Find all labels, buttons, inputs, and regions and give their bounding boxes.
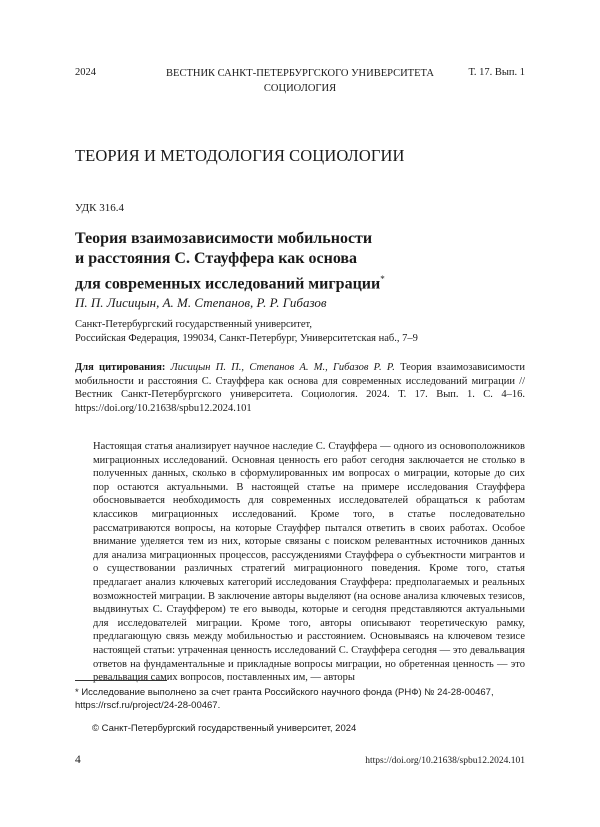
- udc-code: УДК 316.4: [75, 202, 125, 214]
- citation-label: Для цитирования:: [75, 362, 166, 373]
- citation-text: Теория взаимозависимости мобильности и расстояния С. Стауффера как основа для современных исследований миграции // Вестник Санкт-Петербургского университета. Социология. 2024. Т. 17. Вып. 1. С. 4–16. https://doi.org/10.21638/spbu12.2024.101: [75, 362, 525, 414]
- copyright: © Санкт-Петербургский государственный университет, 2024: [92, 723, 357, 734]
- journal-name-line2: СОЦИОЛОГИЯ: [263, 83, 337, 94]
- title-line-2: и расстояния С. Стауффера как основа: [75, 250, 358, 267]
- affiliation-line-2: Российская Федерация, 199034, Санкт-Петербург, Университетская наб., 7–9: [75, 332, 418, 344]
- page-number: 4: [75, 754, 81, 766]
- footnote: * Исследование выполнено за счет гранта Российского научного фонда (РНФ) № 24-28-00467, https://rscf.ru/project/24-28-00467.: [75, 687, 494, 711]
- abstract: Настоящая статья анализирует научное наследие С. Стауффера — одного из основоположников миграционных исследований. Основная ценность его работ сегодня заключается не столько в полученных данных, сколько в сформулированных им вопросах о миграции, которые до сих пор остаются актуальными. В настоящей статье на примере исследования Стауффера обосновывается необходимость для современных исследователей обращаться к работам классиков миграционных исследований. Кроме того, в статье последовательно рассматриваются вопросы, на которые Стауффер пытался ответить в своих работах. Особое внимание уделяется тем из них, которые связаны с поиском релевантных источников данных для анализа миграционных процессов, рассуждениями Стауффера о субъектности мигрантов и о существовании различных стратегий миграционного поведения. Кроме того, статья предлагает анализ ключевых категорий исследования Стауффера: предполагаемых и реальных возможностей миграции. В заключение авторы выделяют (на основе анализа ключевых тезисов, выдвинутых С. Стауффером) те его выводы, которые и сегодня представляются актуальными для исследователей миграции. Кроме того, авторы описывают теоретическую рамку, предлагающую связь между мобильностью и расстоянием. Основываясь на ключевом тезисе настоящей статьи: утраченная ценность исследований С. Стауффера сегодня — это девальвация ответов на фундаментальные и прикладные вопросы миграции, но обретенная ценность — это ревальвация самих вопросов, поставленных им, — авторы: [93, 441, 525, 684]
- footnote-marker: *: [380, 274, 385, 284]
- section-title: ТЕОРИЯ И МЕТОДОЛОГИЯ СОЦИОЛОГИИ: [75, 146, 405, 165]
- header-volume: Т. 17. Вып. 1: [468, 67, 525, 78]
- authors: П. П. Лисицын, А. М. Степанов, Р. Р. Гибазов: [75, 295, 327, 310]
- journal-name: [150, 66, 450, 96]
- header-year: 2024: [75, 67, 96, 78]
- citation-authors: Лисицын П. П., Степанов А. М., Гибазов Р. Р.: [170, 362, 395, 373]
- footer-doi-link[interactable]: https://doi.org/10.21638/spbu12.2024.101: [365, 756, 525, 766]
- citation-block: [75, 361, 525, 415]
- journal-name-line1: ВЕСТНИК САНКТ-ПЕТЕРБУРГСКОГО УНИВЕРСИТЕТА: [166, 68, 434, 79]
- affiliation: [75, 318, 525, 345]
- title-line-3-text: для современных исследований миграции: [75, 275, 381, 293]
- article-title: [75, 229, 475, 294]
- title-line-1: Теория взаимозависимости мобильности: [75, 230, 373, 247]
- affiliation-line-1: Санкт-Петербургский государственный университет,: [75, 319, 312, 330]
- title-line-3: [75, 269, 475, 294]
- footnote-divider: [75, 680, 167, 681]
